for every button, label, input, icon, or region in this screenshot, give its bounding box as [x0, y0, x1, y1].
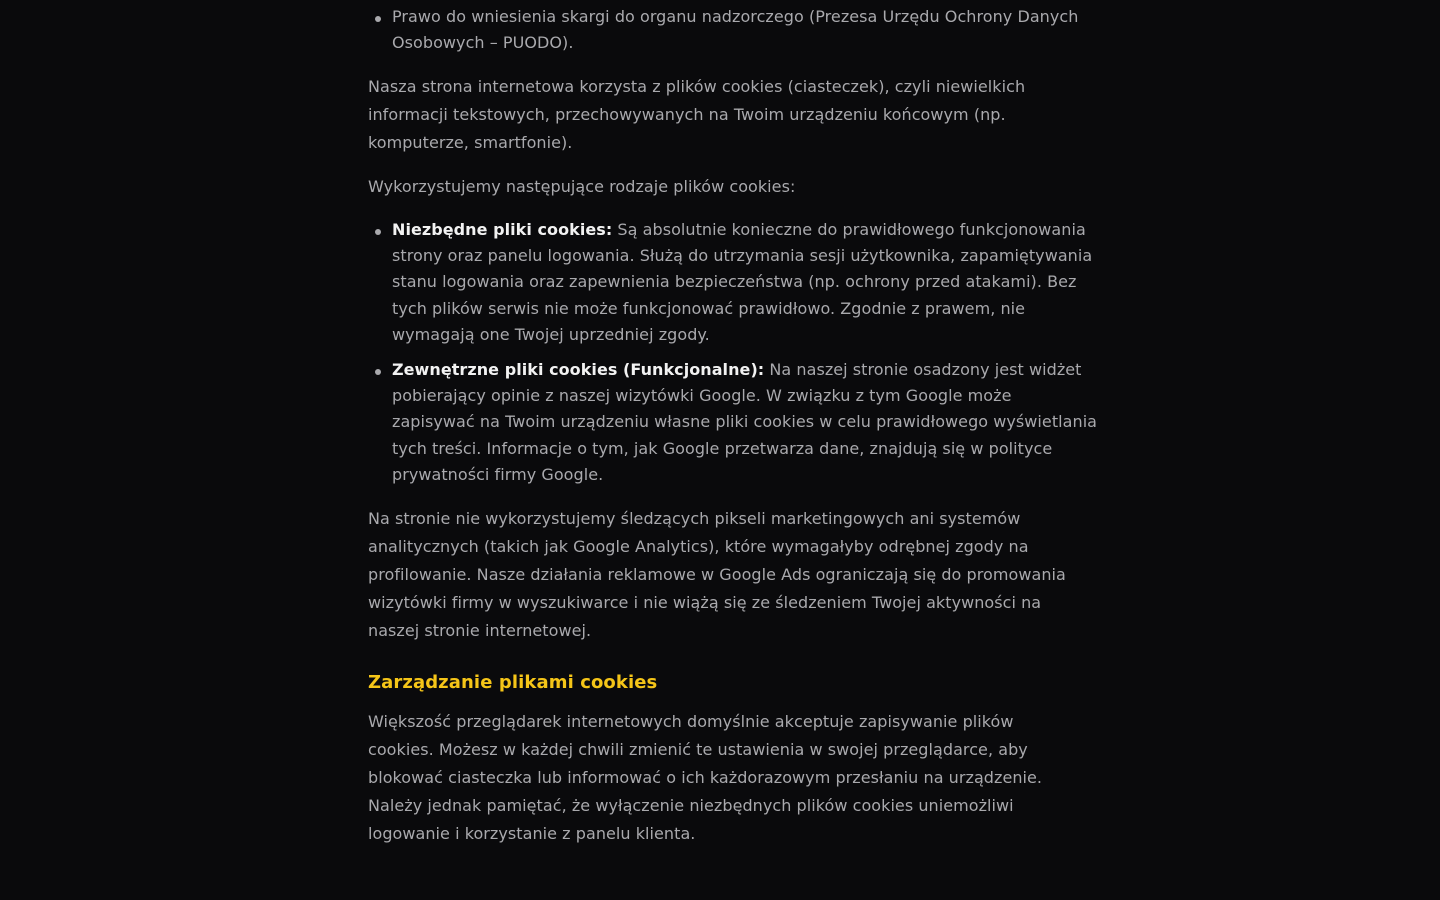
cookie-type-title: Zewnętrzne pliki cookies (Funkcjonalne):: [392, 360, 765, 380]
cookie-type-description: Na naszej stronie osadzony jest widżet pobierający opinie z naszej wizytówki Google. W związku z tym Google może zapisywać na Twoim urządzeniu własne pliki cookies w celu prawidłowego wyświetlania tych treści. Informacje o tym, jak Google przetwarza dane, znajdują się w polityce prywatności firmy Google.: [392, 360, 1098, 484]
cookie-types-list: [368, 217, 1098, 488]
cookie-type-item-essential: [392, 217, 1098, 348]
cookie-type-title: Niezbędne pliki cookies:: [392, 220, 613, 239]
tracking-note-paragraph: Na stronie nie wykorzystujemy śledzących pikseli marketingowych ani systemów analitycznych (takich jak Google Analytics), które wymagałyby odrębnej zgody na profilowanie. Nasze działania reklamowe w Google Ads ograniczają się do promowania wizytówki firmy w wyszukiwarce i nie wiążą się ze śledzeniem Twojej aktywności na naszej stronie internetowej.: [368, 509, 1066, 640]
rights-list-item-complaint: [392, 4, 1098, 56]
cookie-management-paragraph: Większość przeglądarek internetowych domyślnie akceptuje zapisywanie plików cookies. Możesz w każdej chwili zmienić te ustawienia w swojej przeglądarce, aby blokować ciasteczka lub informować o ich każdorazowym przesłaniu na urządzenie. Należy jednak pamiętać, że wyłączenie niezbędnych plików cookies uniemożliwi logowanie i korzystanie z panelu klienta.: [368, 712, 1043, 843]
cookies-types-intro-paragraph: Wykorzystujemy następujące rodzaje plików cookies:: [368, 177, 796, 196]
cookie-type-description: Są absolutnie konieczne do prawidłowego funkcjonowania strony oraz panelu logowania. Służą do utrzymania sesji użytkownika, zapamiętywania stanu logowania oraz zapewnienia bezpieczeństwa (np. ochrony przed atakami). Bez tych plików serwis nie może funkcjonować prawidłowo. Zgodnie z prawem, nie wymagają one Twojej uprzedniej zgody.: [392, 220, 1093, 344]
cookies-intro-paragraph: Nasza strona internetowa korzysta z plików cookies (ciasteczek), czyli niewielkich informacji tekstowych, przechowywanych na Twoim urządzeniu końcowym (np. komputerze, smartfonie).: [368, 77, 1026, 152]
section-heading-cookie-management: Zarządzanie plikami cookies: [368, 672, 658, 693]
cookie-type-item-functional: [392, 357, 1098, 488]
rights-list-item-text: Prawo do wniesienia skargi do organu nadzorczego (Prezesa Urzędu Ochrony Danych Osobowych – PUODO).: [392, 7, 1079, 53]
rights-list: [368, 4, 1098, 56]
